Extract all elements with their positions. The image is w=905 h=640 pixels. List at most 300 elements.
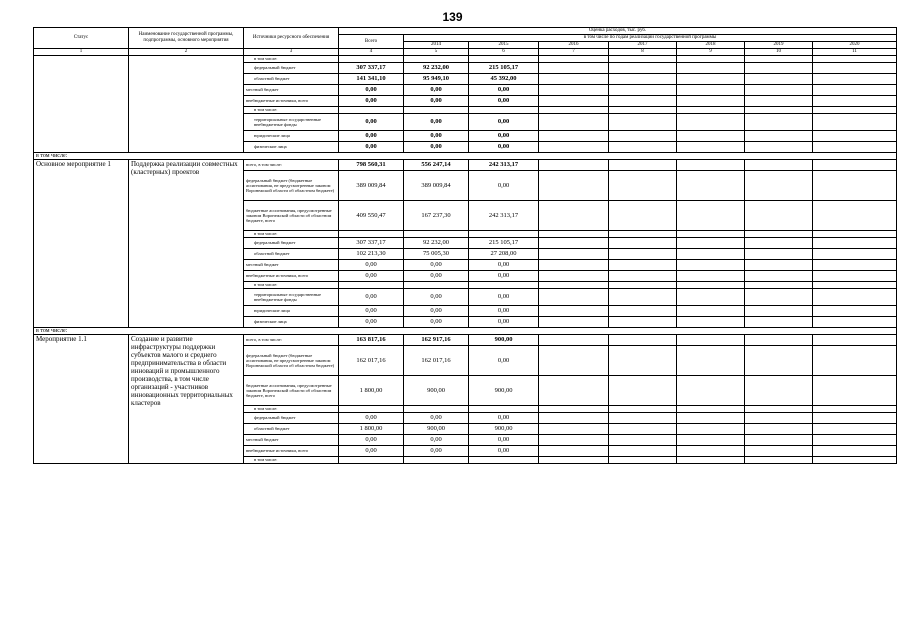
empty-year-cell [813,171,897,201]
value-cell-y2014 [404,107,469,114]
status-cell: Основное мероприятие 1 [34,160,129,328]
column-number: 4 [339,49,404,56]
value-cell-y2015 [469,107,539,114]
value-cell-y2014: 0,00 [404,317,469,328]
empty-year-cell [677,435,745,446]
header-year: 2020 [813,42,897,49]
empty-year-cell [745,56,813,63]
column-number: 8 [609,49,677,56]
empty-year-cell [745,107,813,114]
value-cell-y2014: 900,00 [404,424,469,435]
empty-year-cell [745,85,813,96]
source-cell: внебюджетные источники, всего [244,446,339,457]
header-source: Источники ресурсного обеспечения [244,28,339,49]
source-cell: внебюджетные источники, всего [244,96,339,107]
empty-year-cell [539,231,609,238]
empty-year-cell [609,260,677,271]
empty-year-cell [677,74,745,85]
value-cell-y2014: 167 237,30 [404,201,469,231]
empty-year-cell [609,238,677,249]
source-cell: территориальные государственные внебюджетные фонды [244,114,339,131]
value-cell-y2014 [404,457,469,464]
empty-year-cell [813,435,897,446]
empty-year-cell [813,346,897,376]
value-cell-total: 389 009,84 [339,171,404,201]
empty-year-cell [677,317,745,328]
header-year: 2014 [404,42,469,49]
value-cell-y2014: 0,00 [404,131,469,142]
header-year: 2019 [745,42,813,49]
section-label: в том числе: [34,328,897,335]
empty-year-cell [609,63,677,74]
empty-year-cell [539,446,609,457]
empty-year-cell [539,85,609,96]
header-year: 2017 [609,42,677,49]
empty-year-cell [677,446,745,457]
empty-year-cell [745,335,813,346]
section-label: в том числе: [34,153,897,160]
empty-year-cell [745,424,813,435]
value-cell-y2015 [469,457,539,464]
value-cell-total [339,406,404,413]
source-cell: юридические лица [244,306,339,317]
empty-year-cell [677,160,745,171]
empty-year-cell [609,376,677,406]
value-cell-total: 307 337,17 [339,63,404,74]
value-cell-y2015: 0,00 [469,317,539,328]
empty-year-cell [539,289,609,306]
value-cell-y2015 [469,282,539,289]
empty-year-cell [813,56,897,63]
empty-year-cell [677,201,745,231]
value-cell-y2015: 215 105,17 [469,238,539,249]
empty-year-cell [745,231,813,238]
value-cell-y2015: 242 313,17 [469,160,539,171]
empty-year-cell [813,446,897,457]
value-cell-y2014: 0,00 [404,435,469,446]
header-incl-years: в том числе по годам реализации государственной программы [404,35,897,42]
program-name-cell: Поддержка реализации совместных (кластерных) проектов [129,160,244,328]
program-name-cell: Создание и развитие инфраструктуры поддержки субъектов малого и среднего предпринимательства в области инноваций и промышленного производства, в том числе организаций - участников инновационных территориальных кластеров [129,335,244,464]
header-costs: Оценка расходов, тыс. руб. [339,28,897,35]
value-cell-y2014: 389 009,84 [404,171,469,201]
column-number: 6 [469,49,539,56]
source-cell: в том числе: [244,107,339,114]
value-cell-total: 0,00 [339,260,404,271]
value-cell-total [339,56,404,63]
table-body [34,56,897,464]
empty-year-cell [609,346,677,376]
value-cell-y2014: 0,00 [404,446,469,457]
empty-year-cell [813,376,897,406]
empty-year-cell [539,249,609,260]
source-cell: физические лица [244,142,339,153]
empty-year-cell [745,131,813,142]
section-row [34,328,897,335]
source-cell: физические лица [244,317,339,328]
empty-year-cell [677,406,745,413]
value-cell-y2014 [404,282,469,289]
header-status: Статус [34,28,129,49]
value-cell-y2015: 215 105,17 [469,63,539,74]
empty-year-cell [745,63,813,74]
value-cell-total: 0,00 [339,446,404,457]
value-cell-y2014 [404,56,469,63]
empty-year-cell [539,260,609,271]
empty-year-cell [745,238,813,249]
value-cell-total [339,107,404,114]
empty-year-cell [813,249,897,260]
empty-year-cell [745,317,813,328]
empty-year-cell [745,446,813,457]
value-cell-y2015: 242 313,17 [469,201,539,231]
empty-year-cell [813,406,897,413]
empty-year-cell [677,85,745,96]
header-total: Всего [339,35,404,49]
column-number: 5 [404,49,469,56]
empty-year-cell [813,114,897,131]
empty-year-cell [745,96,813,107]
empty-year-cell [609,171,677,201]
value-cell-total: 0,00 [339,114,404,131]
value-cell-y2015: 900,00 [469,424,539,435]
empty-year-cell [677,424,745,435]
empty-year-cell [609,435,677,446]
empty-year-cell [745,376,813,406]
value-cell-y2014: 0,00 [404,142,469,153]
empty-year-cell [677,56,745,63]
table-row [34,160,897,171]
value-cell-total: 0,00 [339,435,404,446]
empty-year-cell [609,249,677,260]
empty-year-cell [813,282,897,289]
empty-year-cell [677,457,745,464]
empty-year-cell [745,201,813,231]
source-cell: областной бюджет [244,74,339,85]
empty-year-cell [609,271,677,282]
empty-year-cell [539,413,609,424]
empty-year-cell [609,282,677,289]
column-number: 7 [539,49,609,56]
empty-year-cell [813,201,897,231]
source-cell: федеральный бюджет (бюджетные ассигнования, не предусмотренные законом Воронежской области об областном бюджете) [244,346,339,376]
value-cell-y2014: 92 232,00 [404,238,469,249]
empty-year-cell [539,271,609,282]
empty-year-cell [677,413,745,424]
source-cell: территориальные государственные внебюджетные фонды [244,289,339,306]
empty-year-cell [539,376,609,406]
column-number: 3 [244,49,339,56]
source-cell: федеральный бюджет (бюджетные ассигнования, не предусмотренные законом Воронежской области об областном бюджете) [244,171,339,201]
value-cell-total: 102 213,30 [339,249,404,260]
empty-year-cell [745,171,813,201]
source-cell: внебюджетные источники, всего [244,271,339,282]
empty-year-cell [677,131,745,142]
empty-year-cell [609,142,677,153]
empty-year-cell [745,249,813,260]
empty-year-cell [609,289,677,306]
value-cell-total: 0,00 [339,142,404,153]
empty-year-cell [745,260,813,271]
budget-table [33,27,897,464]
value-cell-total [339,282,404,289]
empty-year-cell [677,260,745,271]
source-cell: всего, в том числе: [244,160,339,171]
empty-year-cell [813,271,897,282]
empty-year-cell [813,289,897,306]
empty-year-cell [609,457,677,464]
empty-year-cell [745,142,813,153]
empty-year-cell [677,249,745,260]
empty-year-cell [813,142,897,153]
empty-year-cell [745,114,813,131]
source-cell: федеральный бюджет [244,413,339,424]
value-cell-y2015: 0,00 [469,114,539,131]
header-year: 2018 [677,42,745,49]
value-cell-y2014: 0,00 [404,85,469,96]
empty-year-cell [609,85,677,96]
value-cell-y2014: 0,00 [404,413,469,424]
empty-year-cell [677,282,745,289]
empty-year-cell [539,142,609,153]
empty-year-cell [813,63,897,74]
source-cell: юридические лица [244,131,339,142]
empty-year-cell [609,317,677,328]
value-cell-y2015: 0,00 [469,289,539,306]
source-cell: всего, в том числе: [244,335,339,346]
source-cell: местный бюджет [244,435,339,446]
source-cell: в том числе: [244,231,339,238]
empty-year-cell [813,260,897,271]
empty-year-cell [609,413,677,424]
value-cell-y2014: 0,00 [404,306,469,317]
value-cell-y2015: 0,00 [469,131,539,142]
value-cell-y2014: 0,00 [404,289,469,306]
empty-year-cell [609,107,677,114]
value-cell-y2014: 92 232,00 [404,63,469,74]
value-cell-total: 798 560,31 [339,160,404,171]
value-cell-total: 162 017,16 [339,346,404,376]
program-name-cell [129,56,244,153]
value-cell-total: 409 550,47 [339,201,404,231]
value-cell-y2014: 162 917,16 [404,335,469,346]
table-row [34,335,897,346]
empty-year-cell [813,317,897,328]
empty-year-cell [677,96,745,107]
value-cell-y2015: 0,00 [469,271,539,282]
source-cell: бюджетные ассигнования, предусмотренные законом Воронежской области об областном бюджете, всего [244,201,339,231]
value-cell-total [339,231,404,238]
empty-year-cell [539,282,609,289]
empty-year-cell [677,346,745,376]
source-cell: в том числе: [244,282,339,289]
status-cell [34,56,129,153]
empty-year-cell [609,114,677,131]
header-program-name: Наименование государственной программы, подпрограммы, основного мероприятия [129,28,244,49]
empty-year-cell [745,306,813,317]
empty-year-cell [813,424,897,435]
value-cell-total: 1 800,00 [339,424,404,435]
empty-year-cell [677,142,745,153]
empty-year-cell [609,335,677,346]
value-cell-total: 0,00 [339,317,404,328]
empty-year-cell [539,457,609,464]
empty-year-cell [813,231,897,238]
empty-year-cell [813,74,897,85]
value-cell-total: 0,00 [339,85,404,96]
empty-year-cell [539,63,609,74]
empty-year-cell [745,74,813,85]
empty-year-cell [745,160,813,171]
empty-year-cell [677,335,745,346]
value-cell-y2015 [469,56,539,63]
empty-year-cell [539,56,609,63]
empty-year-cell [677,306,745,317]
empty-year-cell [609,306,677,317]
source-cell: местный бюджет [244,85,339,96]
empty-year-cell [677,238,745,249]
column-number: 9 [677,49,745,56]
column-number: 1 [34,49,129,56]
column-number: 11 [813,49,897,56]
empty-year-cell [539,424,609,435]
value-cell-y2014: 556 247,14 [404,160,469,171]
value-cell-y2015: 0,00 [469,346,539,376]
value-cell-y2015: 0,00 [469,446,539,457]
empty-year-cell [813,107,897,114]
value-cell-total: 0,00 [339,306,404,317]
source-cell: федеральный бюджет [244,63,339,74]
empty-year-cell [539,114,609,131]
empty-year-cell [813,413,897,424]
table-row [34,56,897,63]
empty-year-cell [745,271,813,282]
value-cell-y2015: 900,00 [469,376,539,406]
value-cell-y2014: 0,00 [404,114,469,131]
section-row [34,153,897,160]
empty-year-cell [539,74,609,85]
empty-year-cell [609,406,677,413]
empty-year-cell [539,335,609,346]
empty-year-cell [745,282,813,289]
column-number: 10 [745,49,813,56]
value-cell-y2014: 0,00 [404,96,469,107]
empty-year-cell [745,413,813,424]
source-cell: в том числе: [244,56,339,63]
header-year: 2016 [539,42,609,49]
source-cell: в том числе: [244,457,339,464]
value-cell-y2015: 0,00 [469,435,539,446]
value-cell-y2015: 0,00 [469,142,539,153]
value-cell-total: 1 800,00 [339,376,404,406]
value-cell-total: 141 341,10 [339,74,404,85]
value-cell-total: 307 337,17 [339,238,404,249]
source-cell: федеральный бюджет [244,238,339,249]
empty-year-cell [813,457,897,464]
empty-year-cell [539,131,609,142]
value-cell-total: 0,00 [339,131,404,142]
source-cell: в том числе: [244,406,339,413]
value-cell-y2014: 0,00 [404,260,469,271]
value-cell-total: 163 817,16 [339,335,404,346]
empty-year-cell [539,160,609,171]
empty-year-cell [609,446,677,457]
empty-year-cell [677,107,745,114]
value-cell-y2015: 0,00 [469,260,539,271]
value-cell-y2015: 0,00 [469,413,539,424]
empty-year-cell [813,335,897,346]
empty-year-cell [677,171,745,201]
empty-year-cell [813,238,897,249]
value-cell-y2014: 900,00 [404,376,469,406]
empty-year-cell [609,160,677,171]
empty-year-cell [745,289,813,306]
empty-year-cell [813,306,897,317]
empty-year-cell [609,96,677,107]
value-cell-total [339,457,404,464]
empty-year-cell [813,96,897,107]
value-cell-y2014: 75 005,30 [404,249,469,260]
value-cell-y2015: 900,00 [469,335,539,346]
empty-year-cell [539,306,609,317]
table-header [34,28,897,56]
empty-year-cell [813,85,897,96]
value-cell-y2014: 95 949,10 [404,74,469,85]
column-number: 2 [129,49,244,56]
empty-year-cell [813,131,897,142]
value-cell-y2015: 45 392,00 [469,74,539,85]
value-cell-y2015: 0,00 [469,306,539,317]
value-cell-y2014: 0,00 [404,271,469,282]
page-number: 139 [442,10,463,24]
empty-year-cell [677,114,745,131]
empty-year-cell [677,231,745,238]
empty-year-cell [745,435,813,446]
empty-year-cell [609,56,677,63]
value-cell-y2015: 0,00 [469,171,539,201]
empty-year-cell [745,346,813,376]
empty-year-cell [539,346,609,376]
empty-year-cell [677,289,745,306]
value-cell-y2015: 0,00 [469,96,539,107]
empty-year-cell [539,317,609,328]
budget-table-container [33,27,886,464]
status-cell: Мероприятие 1.1 [34,335,129,464]
empty-year-cell [609,424,677,435]
empty-year-cell [539,201,609,231]
source-cell: местный бюджет [244,260,339,271]
source-cell: областной бюджет [244,424,339,435]
source-cell: бюджетные ассигнования, предусмотренные законом Воронежской области об областном бюджете, всего [244,376,339,406]
source-cell: областной бюджет [244,249,339,260]
empty-year-cell [539,435,609,446]
value-cell-y2015: 27 208,00 [469,249,539,260]
empty-year-cell [609,74,677,85]
empty-year-cell [745,406,813,413]
empty-year-cell [677,376,745,406]
empty-year-cell [609,231,677,238]
empty-year-cell [539,96,609,107]
value-cell-y2015: 0,00 [469,85,539,96]
header-year: 2015 [469,42,539,49]
empty-year-cell [677,63,745,74]
empty-year-cell [813,160,897,171]
value-cell-total: 0,00 [339,96,404,107]
empty-year-cell [677,271,745,282]
value-cell-total: 0,00 [339,413,404,424]
value-cell-y2014 [404,231,469,238]
empty-year-cell [539,406,609,413]
